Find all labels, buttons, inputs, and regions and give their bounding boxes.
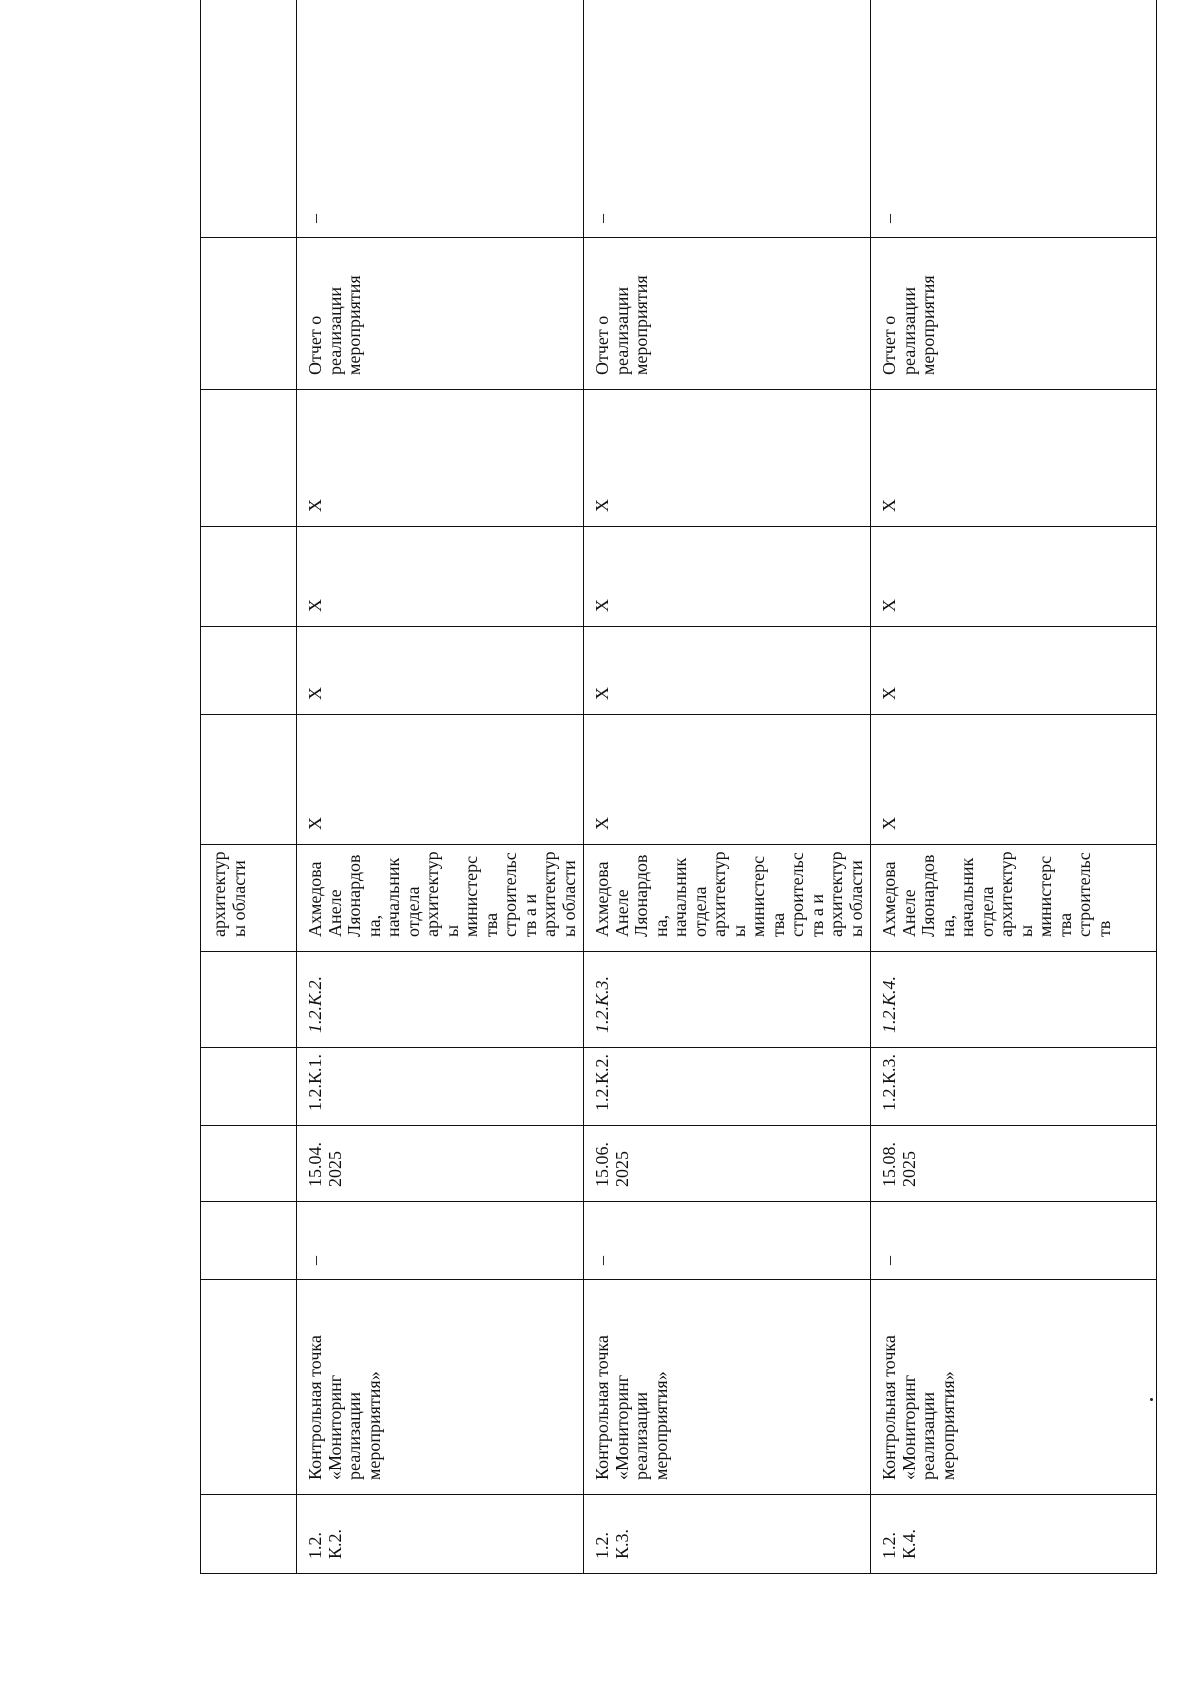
row-start: – xyxy=(584,1202,871,1280)
cont-cell-mark2 xyxy=(201,627,297,715)
cont-cell-responsible: архитектуры области xyxy=(201,845,297,952)
table-row xyxy=(584,0,871,1574)
rotated-page-content xyxy=(200,0,1114,1574)
row-start: – xyxy=(871,1202,1157,1280)
row-responsible: Ахмедова Анеле Ляонардовна, начальник отдела архитектуры министерства строительств xyxy=(871,845,1157,952)
row-num: 1.2. К.3. xyxy=(584,1495,871,1574)
cont-cell-mark4 xyxy=(201,390,297,527)
row-successor: 1.2.К.3. xyxy=(584,952,871,1048)
row-mark: Х xyxy=(297,390,584,527)
row-mark: Х xyxy=(297,527,584,627)
cont-cell-start xyxy=(201,1202,297,1280)
row-responsible: Ахмедова Анеле Ляонардовна, начальник отдела архитектуры министерства строительств а и архитектуры области xyxy=(297,845,584,952)
cont-cell-successor xyxy=(201,952,297,1048)
row-predecessor: 1.2.К.3. xyxy=(871,1048,1157,1126)
continuation-row xyxy=(201,0,297,1574)
table-row xyxy=(871,0,1157,1574)
row-mark: Х xyxy=(584,390,871,527)
row-successor: 1.2.К.4. xyxy=(871,952,1157,1048)
row-mark: Х xyxy=(584,527,871,627)
cont-cell-num xyxy=(201,1495,297,1574)
cont-cell-name xyxy=(201,1280,297,1495)
row-info-system: – xyxy=(871,0,1157,238)
cont-cell-end xyxy=(201,1126,297,1202)
row-successor: 1.2.К.2. xyxy=(297,952,584,1048)
row-mark: Х xyxy=(297,627,584,715)
row-predecessor: 1.2.К.2. xyxy=(584,1048,871,1126)
row-mark: Х xyxy=(584,627,871,715)
row-mark: Х xyxy=(584,715,871,845)
cont-cell-mark3 xyxy=(201,527,297,627)
row-predecessor: 1.2.К.1. xyxy=(297,1048,584,1126)
row-info-system: – xyxy=(297,0,584,238)
row-mark: Х xyxy=(297,715,584,845)
row-end-date: 15.06. 2025 xyxy=(584,1126,871,1202)
row-num: 1.2. К.2. xyxy=(297,1495,584,1574)
cont-cell-predecessor xyxy=(201,1048,297,1126)
row-end-date: 15.04. 2025 xyxy=(297,1126,584,1202)
row-end-date: 15.08. 2025 xyxy=(871,1126,1157,1202)
row-document: Отчет о реализации мероприятия xyxy=(584,238,871,390)
row-responsible: Ахмедова Анеле Ляонардовна, начальник отдела архитектуры министерства строительств а и архитектуры области xyxy=(584,845,871,952)
row-num: 1.2. К.4. xyxy=(871,1495,1157,1574)
row-name: Контрольная точка «Мониторинг реализации мероприятия» xyxy=(584,1280,871,1495)
row-document: Отчет о реализации мероприятия xyxy=(297,238,584,390)
scan-speck xyxy=(1150,1398,1153,1401)
cont-cell-info-system xyxy=(201,0,297,238)
row-mark: Х xyxy=(871,715,1157,845)
row-mark: Х xyxy=(871,527,1157,627)
row-name: Контрольная точка «Мониторинг реализации мероприятия» xyxy=(297,1280,584,1495)
plan-table xyxy=(200,0,1157,1574)
row-document: Отчет о реализации мероприятия xyxy=(871,238,1157,390)
row-info-system: – xyxy=(584,0,871,238)
table-row xyxy=(297,0,584,1574)
cont-cell-mark1 xyxy=(201,715,297,845)
row-mark: Х xyxy=(871,627,1157,715)
cont-cell-document xyxy=(201,238,297,390)
row-name: Контрольная точка «Мониторинг реализации мероприятия» xyxy=(871,1280,1157,1495)
row-mark: Х xyxy=(871,390,1157,527)
row-start: – xyxy=(297,1202,584,1280)
